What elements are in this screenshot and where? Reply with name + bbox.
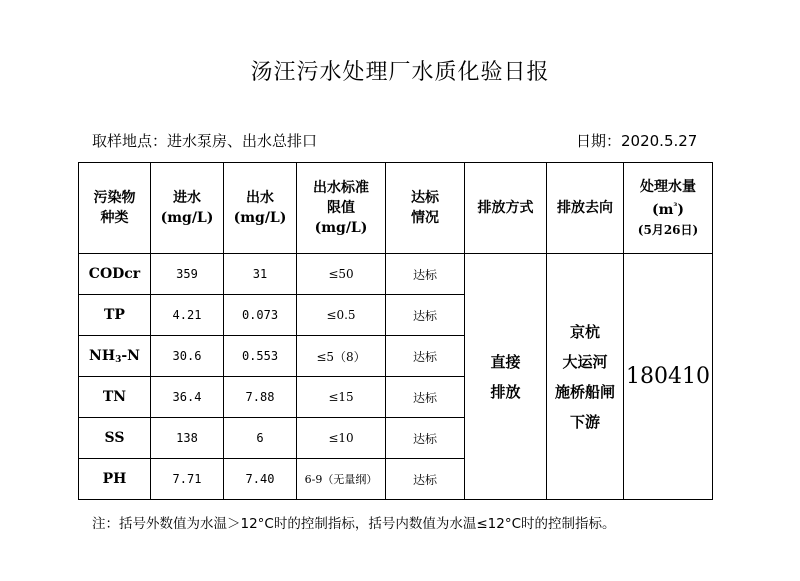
header-outflow: 出水 (mg/L) — [224, 163, 297, 254]
header-discharge-dest: 排放去向 — [547, 163, 624, 254]
status-value: 达标 — [386, 459, 465, 500]
status-value: 达标 — [386, 295, 465, 336]
sampling-location: 取样地点：进水泵房、出水总排口 — [92, 132, 318, 150]
limit-value: 6-9（无量纲） — [297, 459, 386, 500]
inflow-value: 36.4 — [151, 377, 224, 418]
outflow-value: 0.073 — [224, 295, 297, 336]
outflow-value: 6 — [224, 418, 297, 459]
footnote: 注：括号外数值为水温＞12°C时的控制指标，括号内数值为水温≤12°C时的控制指标。 — [92, 516, 616, 532]
pollutant-name: TP — [79, 295, 151, 336]
limit-value: ≤5（8） — [297, 336, 386, 377]
discharge-dest-cell: 京杭 大运河 施桥船闸 下游 — [547, 254, 624, 500]
status-value: 达标 — [386, 254, 465, 295]
status-value: 达标 — [386, 336, 465, 377]
report-date: 日期：2020.5.27 — [576, 132, 698, 150]
pollutant-name: SS — [79, 418, 151, 459]
outflow-value: 31 — [224, 254, 297, 295]
outflow-value: 7.40 — [224, 459, 297, 500]
outflow-value: 0.553 — [224, 336, 297, 377]
header-inflow: 进水 (mg/L) — [151, 163, 224, 254]
pollutant-name: $NH_3-N$ — [79, 336, 151, 377]
limit-value: ≤10 — [297, 418, 386, 459]
outflow-value: 7.88 — [224, 377, 297, 418]
header-discharge-method: 排放方式 — [465, 163, 547, 254]
inflow-value: 359 — [151, 254, 224, 295]
status-value: 达标 — [386, 418, 465, 459]
limit-value: ≤15 — [297, 377, 386, 418]
pollutant-name: TN — [79, 377, 151, 418]
pollutant-name: CODcr — [79, 254, 151, 295]
limit-value: ≤50 — [297, 254, 386, 295]
pollutant-name: PH — [79, 459, 151, 500]
table-row — [79, 254, 713, 295]
header-row — [79, 163, 713, 254]
header-status: 达标 情况 — [386, 163, 465, 254]
header-limit: 出水标准 限值 (mg/L) — [297, 163, 386, 254]
inflow-value: 4.21 — [151, 295, 224, 336]
water-quality-table — [78, 162, 713, 500]
header-pollutant: 污染物 种类 — [79, 163, 151, 254]
report-title: 汤汪污水处理厂水质化验日报 — [250, 60, 550, 85]
inflow-value: 7.71 — [151, 459, 224, 500]
inflow-value: 138 — [151, 418, 224, 459]
limit-value: ≤0.5 — [297, 295, 386, 336]
header-volume: 处理水量 $(m^{^3})$ (5月26日) — [624, 163, 713, 254]
status-value: 达标 — [386, 377, 465, 418]
treated-volume-cell: 180410 — [624, 254, 713, 500]
discharge-method-cell: 直接 排放 — [465, 254, 547, 500]
inflow-value: 30.6 — [151, 336, 224, 377]
